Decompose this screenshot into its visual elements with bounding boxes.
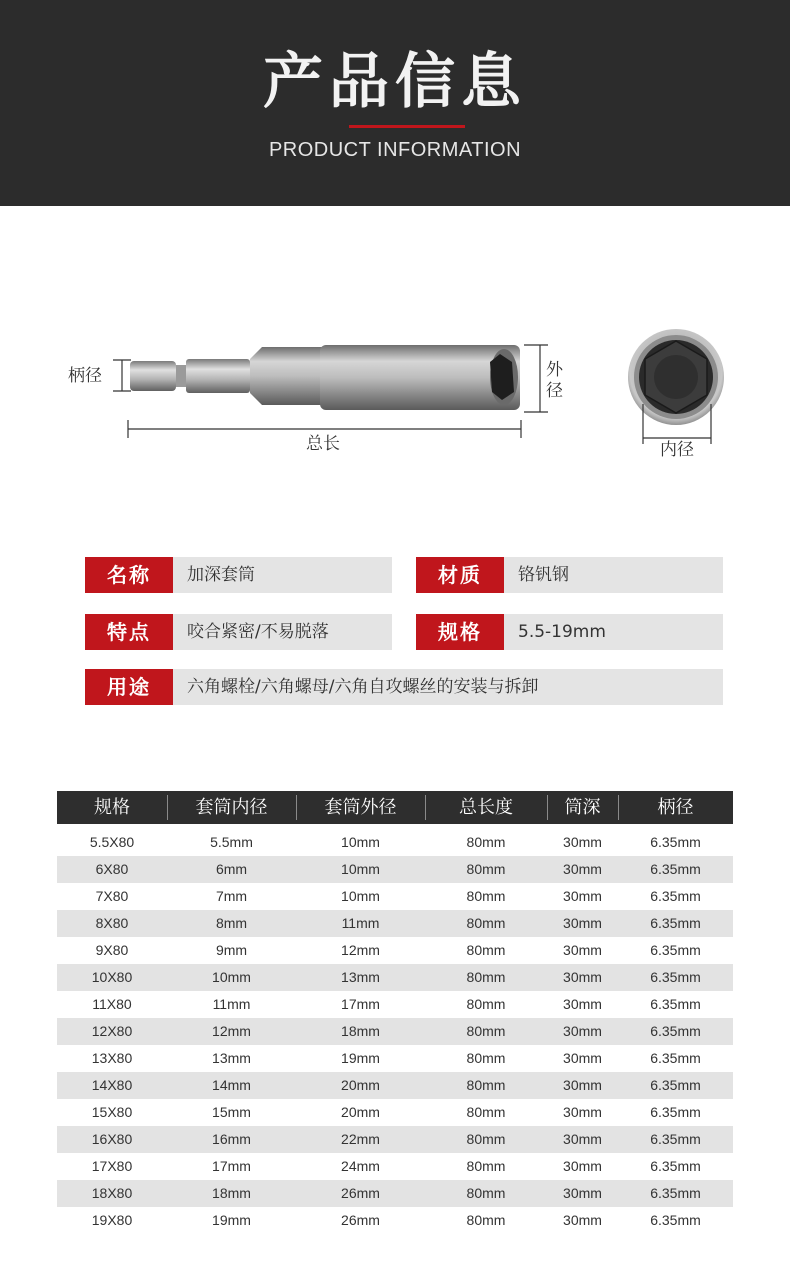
table-cell: 7mm (215, 888, 248, 904)
table-cell: 30mm (563, 888, 602, 904)
column-header: 套筒内径 (195, 797, 268, 818)
spec-value: 铬钒钢 (504, 557, 723, 593)
table-row (57, 856, 733, 883)
page-header (0, 0, 790, 206)
table-cell: 10mm (341, 861, 380, 877)
table-cell: 12mm (341, 942, 380, 958)
socket-illustration (0, 206, 790, 536)
table-cell: 80mm (466, 1185, 506, 1201)
table-cell: 6.35mm (650, 1077, 701, 1093)
table-cell: 8X80 (95, 915, 129, 931)
table-cell: 12mm (212, 1023, 251, 1039)
table-cell: 5.5mm (210, 834, 253, 850)
outer-label-top: 外 (546, 360, 563, 380)
table-cell: 30mm (563, 1131, 602, 1147)
table-cell: 6.35mm (650, 1131, 701, 1147)
table-cell: 80mm (466, 942, 506, 958)
table-cell: 22mm (341, 1131, 380, 1147)
column-header: 柄径 (657, 797, 694, 818)
inner-label: 内径 (660, 440, 694, 460)
length-label: 总长 (306, 434, 340, 454)
table-cell: 15mm (212, 1104, 251, 1120)
shank-label: 柄径 (68, 366, 102, 386)
table-row (57, 1126, 733, 1153)
table-cell: 20mm (341, 1104, 380, 1120)
shank-dimension (113, 360, 131, 391)
table-cell: 18mm (341, 1023, 380, 1039)
table-cell: 30mm (563, 1050, 602, 1066)
table-cell: 80mm (466, 969, 506, 985)
table-cell: 80mm (466, 1212, 506, 1228)
table-row (57, 991, 733, 1018)
product-diagram (0, 206, 790, 536)
table-header (57, 791, 733, 824)
table-cell: 30mm (563, 1185, 602, 1201)
table-cell: 15X80 (91, 1104, 133, 1120)
spec-key: 规格 (416, 614, 504, 650)
table-cell: 11mm (341, 915, 380, 931)
table-row (57, 910, 733, 937)
table-cell: 17X80 (91, 1158, 133, 1174)
table-cell: 30mm (563, 834, 602, 850)
table-cell: 10mm (341, 834, 380, 850)
table-cell: 12X80 (91, 1023, 133, 1039)
table-cell: 6.35mm (650, 1158, 701, 1174)
spec-key: 名称 (85, 557, 173, 593)
table-cell: 6.35mm (650, 1185, 701, 1201)
table-row (57, 1099, 733, 1126)
table-cell: 30mm (563, 1023, 602, 1039)
table-cell: 80mm (466, 861, 506, 877)
table-cell: 6.35mm (650, 969, 701, 985)
table-cell: 80mm (466, 1050, 506, 1066)
table-row (57, 1207, 733, 1234)
column-header: 筒深 (564, 797, 601, 818)
table-cell: 16X80 (91, 1131, 133, 1147)
table-cell: 19mm (341, 1050, 380, 1066)
table-cell: 18X80 (91, 1185, 133, 1201)
table-cell: 6.35mm (650, 834, 701, 850)
table-cell: 10mm (212, 969, 251, 985)
table-cell: 80mm (466, 996, 506, 1012)
table-cell: 9X80 (95, 942, 129, 958)
spec-usage (85, 669, 723, 705)
table-cell: 30mm (563, 1077, 602, 1093)
page-title: 产品信息 (263, 47, 527, 117)
table-cell: 7X80 (95, 888, 129, 904)
spec-size (416, 614, 723, 650)
table-cell: 80mm (466, 1131, 506, 1147)
socket-body (320, 345, 520, 410)
page-subtitle: PRODUCT INFORMATION (268, 139, 522, 161)
table-cell: 17mm (212, 1158, 251, 1174)
table-cell: 6.35mm (650, 915, 701, 931)
table-cell: 11X80 (92, 996, 132, 1012)
table-cell: 18mm (212, 1185, 251, 1201)
spec-value: 加深套筒 (173, 557, 392, 593)
table-cell: 17mm (341, 996, 380, 1012)
spec-value: 六角螺栓/六角螺母/六角自攻螺丝的安装与拆卸 (173, 669, 723, 705)
table-cell: 30mm (563, 942, 602, 958)
table-cell: 6mm (215, 861, 248, 877)
table-row (57, 1180, 733, 1207)
table-cell: 30mm (563, 861, 602, 877)
table-cell: 6.35mm (650, 888, 701, 904)
spec-key: 材质 (416, 557, 504, 593)
table-row (57, 883, 733, 910)
socket-neck (250, 347, 322, 405)
table-cell: 6.35mm (650, 1212, 701, 1228)
spec-key: 特点 (85, 614, 173, 650)
spec-key: 用途 (85, 669, 173, 705)
table-cell: 30mm (563, 1158, 602, 1174)
table-cell: 6.35mm (650, 1023, 701, 1039)
spec-value: 咬合紧密/不易脱落 (173, 614, 392, 650)
table-row (57, 1018, 733, 1045)
table-cell: 6.35mm (650, 996, 701, 1012)
table-cell: 30mm (563, 969, 602, 985)
table-cell: 6.35mm (650, 1050, 701, 1066)
table-cell: 80mm (466, 1104, 506, 1120)
table-cell: 80mm (466, 1158, 506, 1174)
table-cell: 10mm (341, 888, 380, 904)
table-cell: 6X80 (95, 861, 129, 877)
outer-dimension (524, 345, 548, 412)
table-cell: 30mm (563, 996, 602, 1012)
table-cell: 13mm (341, 969, 380, 985)
shank-shape (130, 359, 250, 393)
table-row (57, 829, 733, 856)
table-cell: 20mm (341, 1077, 380, 1093)
table-cell: 6.35mm (650, 861, 701, 877)
table-cell: 14mm (212, 1077, 251, 1093)
table-cell: 80mm (466, 1023, 506, 1039)
table-cell: 24mm (341, 1158, 380, 1174)
table-cell: 6.35mm (650, 942, 701, 958)
table-cell: 5.5X80 (89, 834, 135, 850)
table-cell: 10X80 (91, 969, 133, 985)
table-cell: 26mm (341, 1212, 380, 1228)
outer-label-bottom: 径 (546, 381, 563, 401)
column-header: 规格 (94, 797, 130, 818)
table-cell: 19mm (212, 1212, 251, 1228)
spec-feature (85, 614, 392, 650)
table-cell: 13mm (212, 1050, 251, 1066)
spec-name (85, 557, 392, 593)
table-cell: 30mm (563, 1104, 602, 1120)
table-cell: 30mm (563, 915, 602, 931)
table-cell: 19X80 (91, 1212, 133, 1228)
table-cell: 11mm (212, 996, 251, 1012)
table-cell: 8mm (215, 915, 248, 931)
table-cell: 16mm (212, 1131, 251, 1147)
spec-value: 5.5-19mm (504, 614, 723, 650)
table-cell: 6.35mm (650, 1104, 701, 1120)
table-cell: 80mm (466, 834, 506, 850)
table-row (57, 1045, 733, 1072)
table-row (57, 937, 733, 964)
spec-material (416, 557, 723, 593)
table-cell: 80mm (466, 1077, 506, 1093)
table-cell: 14X80 (91, 1077, 133, 1093)
table-cell: 26mm (341, 1185, 380, 1201)
table-cell: 80mm (466, 915, 506, 931)
table-cell: 80mm (466, 888, 506, 904)
column-header: 套筒外径 (324, 797, 397, 818)
table-cell: 9mm (215, 942, 248, 958)
column-header: 总长度 (459, 797, 513, 818)
table-row (57, 964, 733, 991)
table-cell: 30mm (563, 1212, 602, 1228)
table-cell: 13X80 (91, 1050, 133, 1066)
title-underline (349, 125, 465, 128)
table-row (57, 1153, 733, 1180)
table-row (57, 1072, 733, 1099)
